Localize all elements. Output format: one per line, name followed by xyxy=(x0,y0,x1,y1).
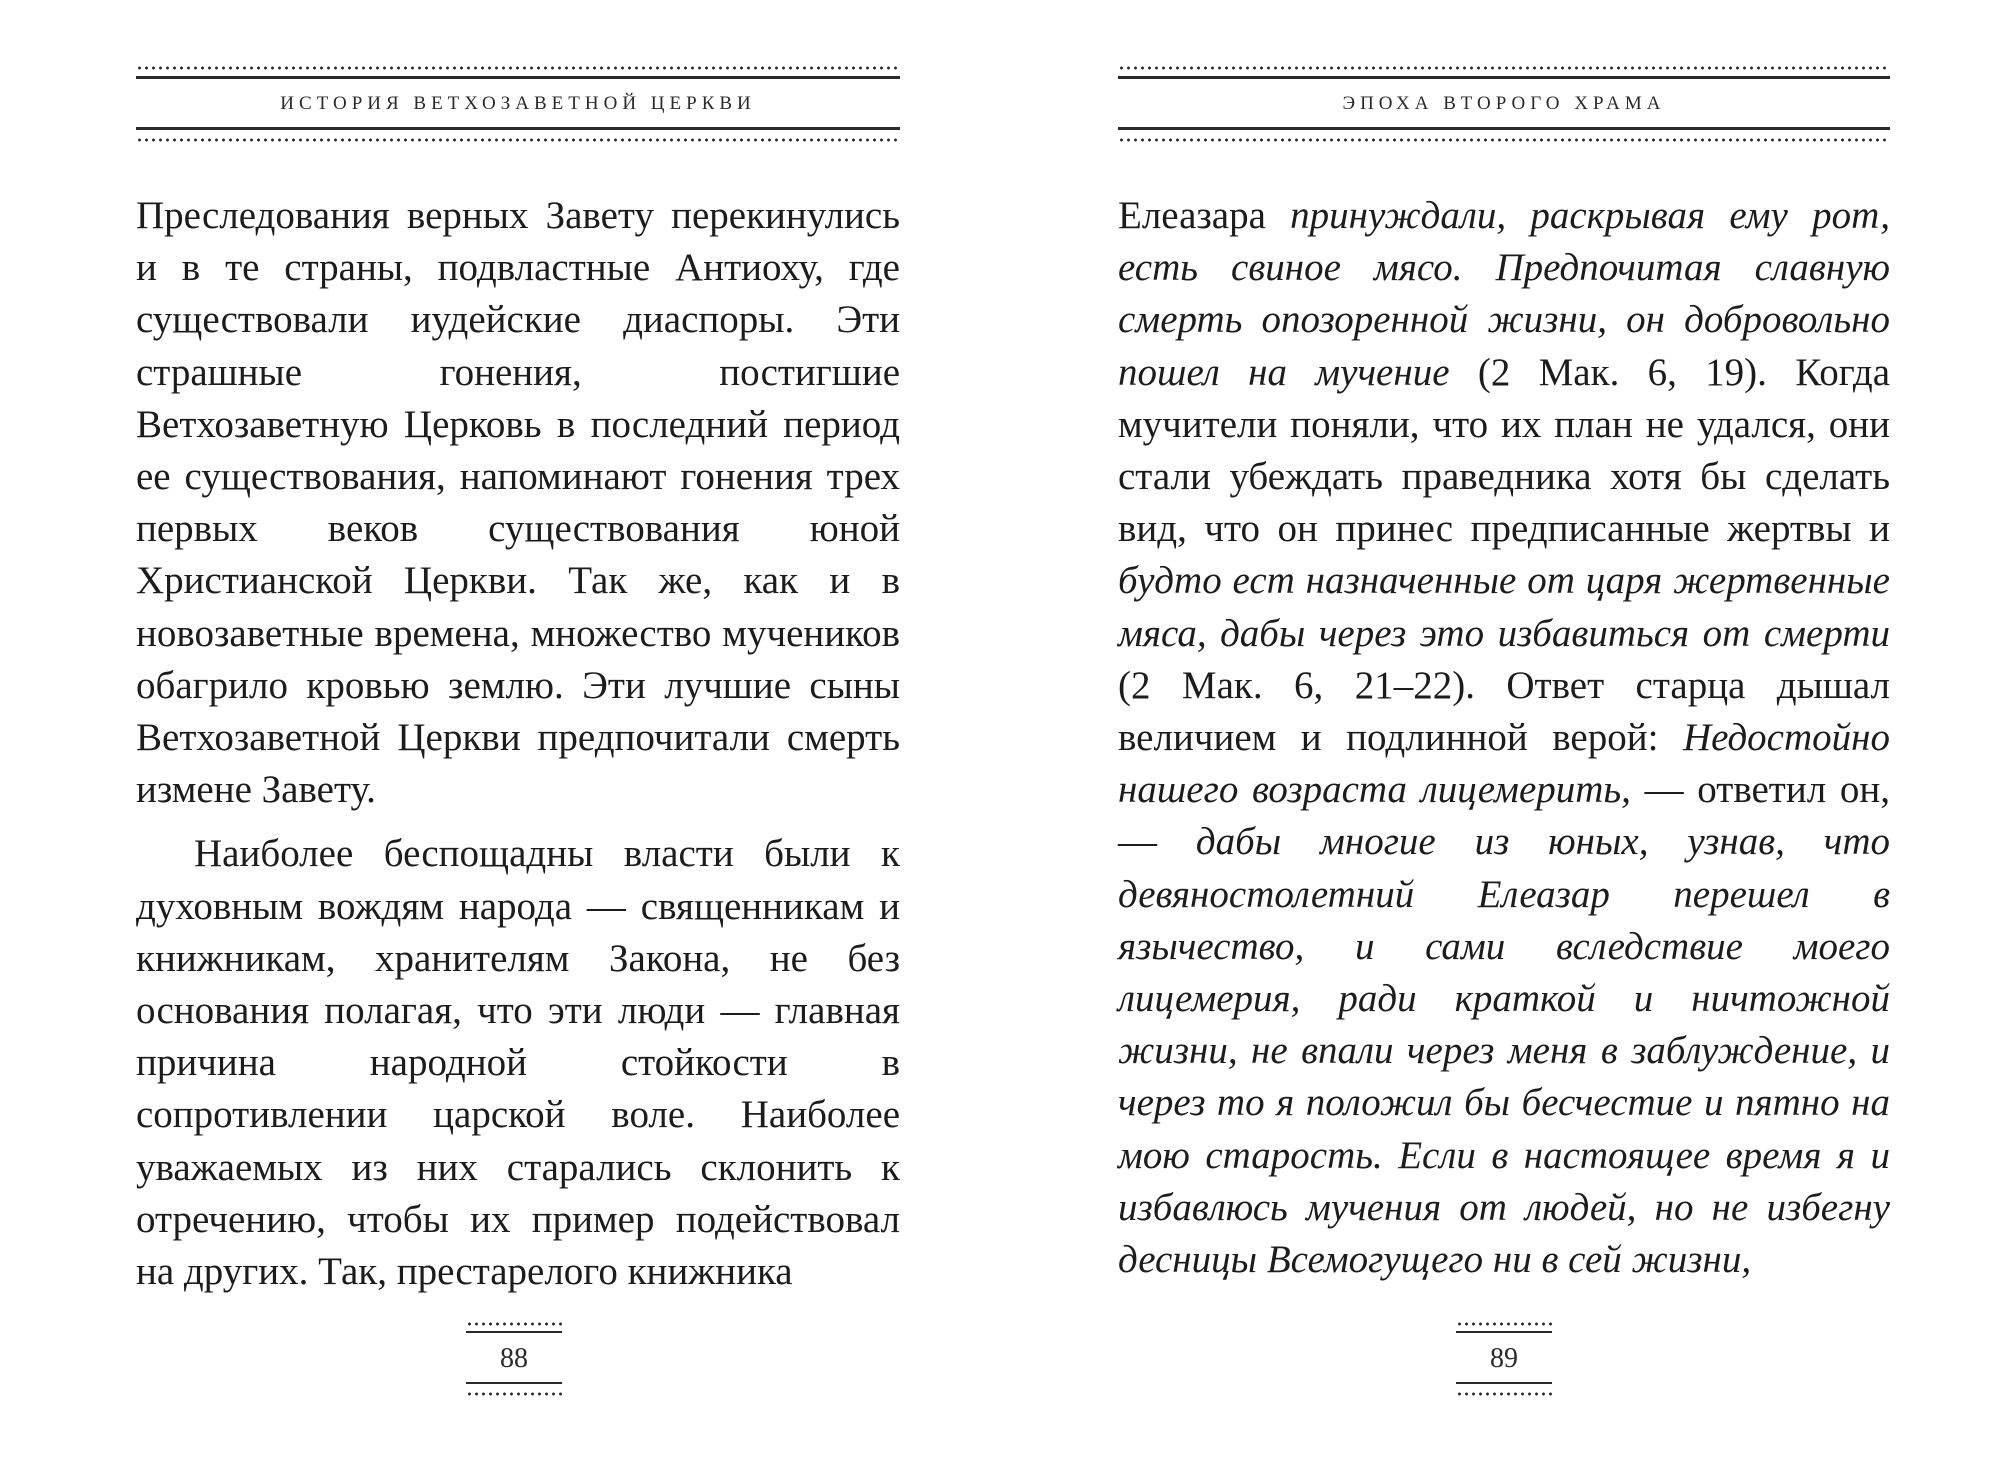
left-paragraph-1: Преследования верных Завету перекинулись и в те страны, подвластные Антиоху, где существовали иудейские диаспоры. Эти страшные гонения, постигшие Ветхозаветную Церковь в последний период ее существования, напоминают гонения трех первых веков существования юной Христианской Церкви. Так же, как и в новозаветные времена, множество мучеников обагрило кровью землю. Эти лучшие сыны Ветхозаветной Церкви предпочитали смерть измене Завету. xyxy=(136,194,900,812)
left-paragraph-2: Наиболее беспощадны власти были к духовным вождям народа — священникам и книжникам, хранителям Закона, не без основания полагая, что эти люди — главная причина народной стойкости в сопротивлении царской воле. Наиболее уважаемых из них старались склонить к отречению, чтобы их пример подействовал на других. Так, престарелого книжника xyxy=(136,832,900,1294)
folio-solid-rule xyxy=(466,1331,562,1333)
left-page-number: 88 xyxy=(500,1343,528,1374)
right-running-header xyxy=(1118,66,1890,146)
folio-solid-rule xyxy=(466,1382,562,1384)
folio-solid-rule xyxy=(1456,1331,1552,1333)
text-segment-italic: будто ест назначенные от царя жертвенные мяса, дабы через это избавиться от смерти xyxy=(1118,559,1890,655)
left-folio xyxy=(466,1322,562,1398)
right-page xyxy=(1118,0,1890,1482)
right-running-head: ЭПОХА ВТОРОГО ХРАМА xyxy=(1342,93,1666,114)
text-segment-roman: Елеазара xyxy=(1118,194,1291,237)
header-solid-rule xyxy=(136,76,900,79)
folio-dotted-rule xyxy=(1456,1322,1552,1326)
left-running-header xyxy=(136,66,900,146)
right-page-body xyxy=(1118,190,1890,1286)
header-solid-rule xyxy=(136,127,900,130)
right-page-number: 89 xyxy=(1490,1343,1518,1374)
right-paragraph xyxy=(1118,190,1890,1286)
folio-dotted-rule xyxy=(466,1392,562,1396)
text-segment-italic: Недостойно нашего возраста лицемерить, xyxy=(1118,716,1890,812)
header-dotted-rule xyxy=(136,138,900,142)
folio-dotted-rule xyxy=(466,1322,562,1326)
text-segment-roman: (2 Мак. 6, 21–22). Ответ старца дышал величием и подлинной верой: xyxy=(1118,663,1890,760)
right-folio xyxy=(1456,1322,1552,1398)
text-segment-roman: (2 Мак. 6, 19). Когда мучители поняли, что их план не удался, они стали убеждать праведника хотя бы сделать вид, что он принес предписанные жертвы и xyxy=(1118,350,1891,551)
text-segment-italic: дабы многие из юных, узнав, что девяностолетний Елеазар перешел в язычество, и сами вследствие моего лицемерия, ради краткой и ничтожной жизни, не впали через меня в заблуждение, и через то я положил бы бесчестие и пятно на мою старость. Если в настоящее время я и избавлюсь мучения от людей, но не избегну десницы Всемогущего ни в сей жизни, xyxy=(1118,820,1891,1282)
header-dotted-rule xyxy=(1118,138,1890,142)
left-page-body xyxy=(136,190,900,1298)
left-running-head: ИСТОРИЯ ВЕТХОЗАВЕТНОЙ ЦЕРКВИ xyxy=(280,93,756,114)
header-solid-rule xyxy=(1118,127,1890,130)
folio-dotted-rule xyxy=(1456,1392,1552,1396)
folio-solid-rule xyxy=(1456,1382,1552,1384)
text-segment-italic: принуждали, раскрывая ему рот, есть свиное мясо. Предпочитая славную смерть опозоренной жизни, он добровольно пошел на мучение xyxy=(1118,194,1890,394)
left-page xyxy=(136,0,900,1482)
header-dotted-rule xyxy=(1118,66,1890,70)
text-segment-roman: — ответил он, — xyxy=(1118,768,1890,864)
header-dotted-rule xyxy=(136,66,900,70)
header-solid-rule xyxy=(1118,76,1890,79)
